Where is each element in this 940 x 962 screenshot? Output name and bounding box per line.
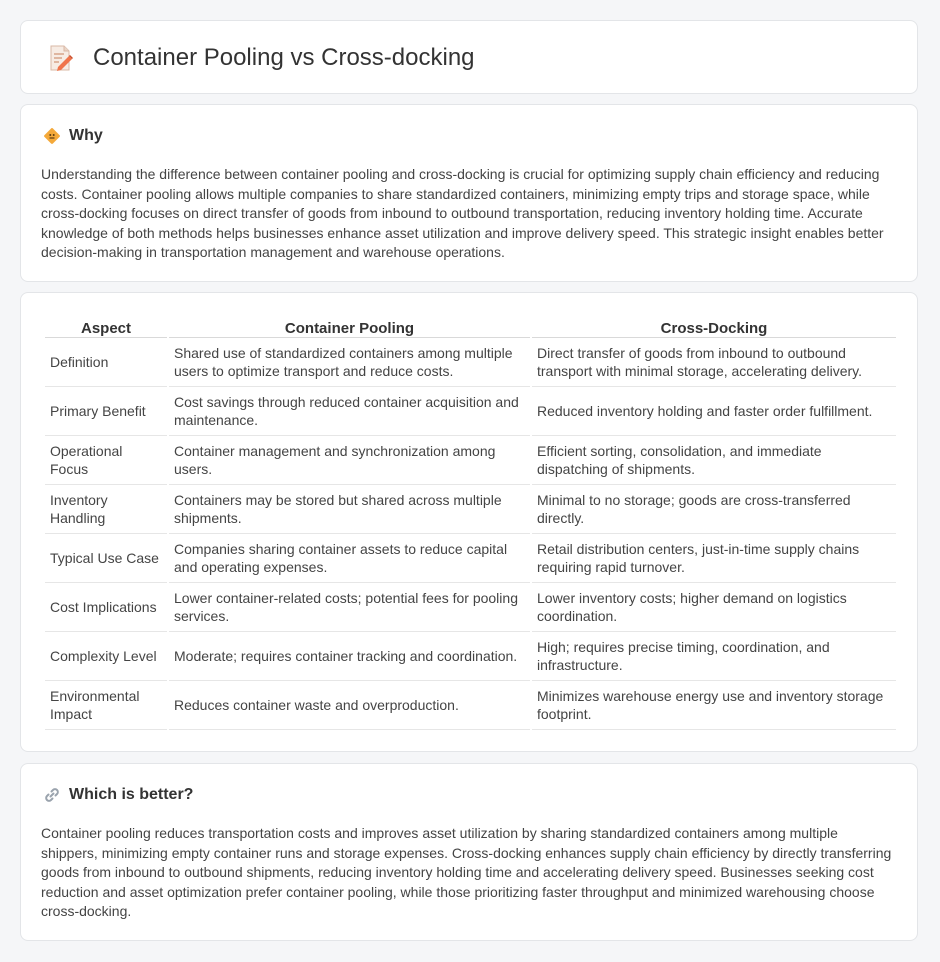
comparison-section: [20, 292, 918, 752]
row-cross-docking: High; requires precise timing, coordination, and infrastructure.: [532, 632, 896, 681]
row-container-pooling: Shared use of standardized containers among multiple users to optimize transport and reduce costs.: [169, 338, 530, 387]
row-aspect: Cost Implications: [45, 583, 167, 632]
why-text: Understanding the difference between container pooling and cross-docking is crucial for optimizing supply chain efficiency and reducing costs. Container pooling allows multiple companies to share standardized containers, minimizing empty trips and storage space, while cross-docking focuses on direct transfer of goods from inbound to outbound transportation, reducing inventory holding time. Accurate knowledge of both methods helps businesses enhance asset utilization and improve delivery speed. This strategic insight enables better decision-making in transportation management and warehouse operations.: [41, 166, 884, 261]
better-title: Which is better?: [69, 786, 194, 803]
table-row: [45, 681, 896, 730]
row-container-pooling: Containers may be stored but shared across multiple shipments.: [169, 485, 530, 534]
header-aspect: Aspect: [45, 315, 167, 338]
row-aspect: Inventory Handling: [45, 485, 167, 534]
page-title: Container Pooling vs Cross-docking: [93, 44, 475, 71]
link-icon: [43, 786, 61, 804]
row-cross-docking: Direct transfer of goods from inbound to outbound transport with minimal storage, accelerating delivery.: [532, 338, 896, 387]
which-is-better-section: [20, 763, 918, 941]
table-row: [45, 632, 896, 681]
table-row: [45, 436, 896, 485]
row-container-pooling: Moderate; requires container tracking and coordination.: [169, 632, 530, 681]
row-aspect: Operational Focus: [45, 436, 167, 485]
comparison-table: [43, 315, 898, 730]
row-aspect: Typical Use Case: [45, 534, 167, 583]
better-text: Container pooling reduces transportation costs and improves asset utilization by sharing standardized containers among multiple shippers, minimizing empty container runs and storage expenses. Cross-docking enhances supply chain efficiency by directly transferring goods from inbound to outbound shipments, reducing inventory holding time and accelerating delivery speed. Businesses seeking cost reduction and asset optimization prefer container pooling, while those prioritizing faster throughput and minimized warehousing choose cross-docking.: [41, 825, 892, 920]
table-row: [45, 387, 896, 436]
table-row: [45, 583, 896, 632]
document-edit-icon: [45, 43, 75, 73]
header-cross-docking: Cross-Docking: [532, 315, 896, 338]
row-cross-docking: Efficient sorting, consolidation, and immediate dispatching of shipments.: [532, 436, 896, 485]
row-container-pooling: Reduces container waste and overproduction.: [169, 681, 530, 730]
row-container-pooling: Container management and synchronization among users.: [169, 436, 530, 485]
table-row: [45, 338, 896, 387]
row-aspect: Environmental Impact: [45, 681, 167, 730]
row-cross-docking: Lower inventory costs; higher demand on logistics coordination.: [532, 583, 896, 632]
table-row: [45, 485, 896, 534]
why-header: [43, 127, 103, 145]
better-header: [43, 786, 193, 804]
why-title: Why: [69, 127, 103, 144]
row-cross-docking: Retail distribution centers, just-in-time supply chains requiring rapid turnover.: [532, 534, 896, 583]
row-aspect: Primary Benefit: [45, 387, 167, 436]
row-container-pooling: Cost savings through reduced container acquisition and maintenance.: [169, 387, 530, 436]
row-cross-docking: Minimal to no storage; goods are cross-transferred directly.: [532, 485, 896, 534]
row-container-pooling: Companies sharing container assets to reduce capital and operating expenses.: [169, 534, 530, 583]
title-row: [45, 43, 475, 73]
row-cross-docking: Reduced inventory holding and faster order fulfillment.: [532, 387, 896, 436]
table-row: [45, 534, 896, 583]
row-aspect: Complexity Level: [45, 632, 167, 681]
table-header-row: [45, 315, 896, 338]
row-cross-docking: Minimizes warehouse energy use and inventory storage footprint.: [532, 681, 896, 730]
diamond-sign-icon: [43, 127, 61, 145]
title-card: [20, 20, 918, 94]
why-section: [20, 104, 918, 282]
row-aspect: Definition: [45, 338, 167, 387]
header-container-pooling: Container Pooling: [169, 315, 530, 338]
row-container-pooling: Lower container-related costs; potential fees for pooling services.: [169, 583, 530, 632]
